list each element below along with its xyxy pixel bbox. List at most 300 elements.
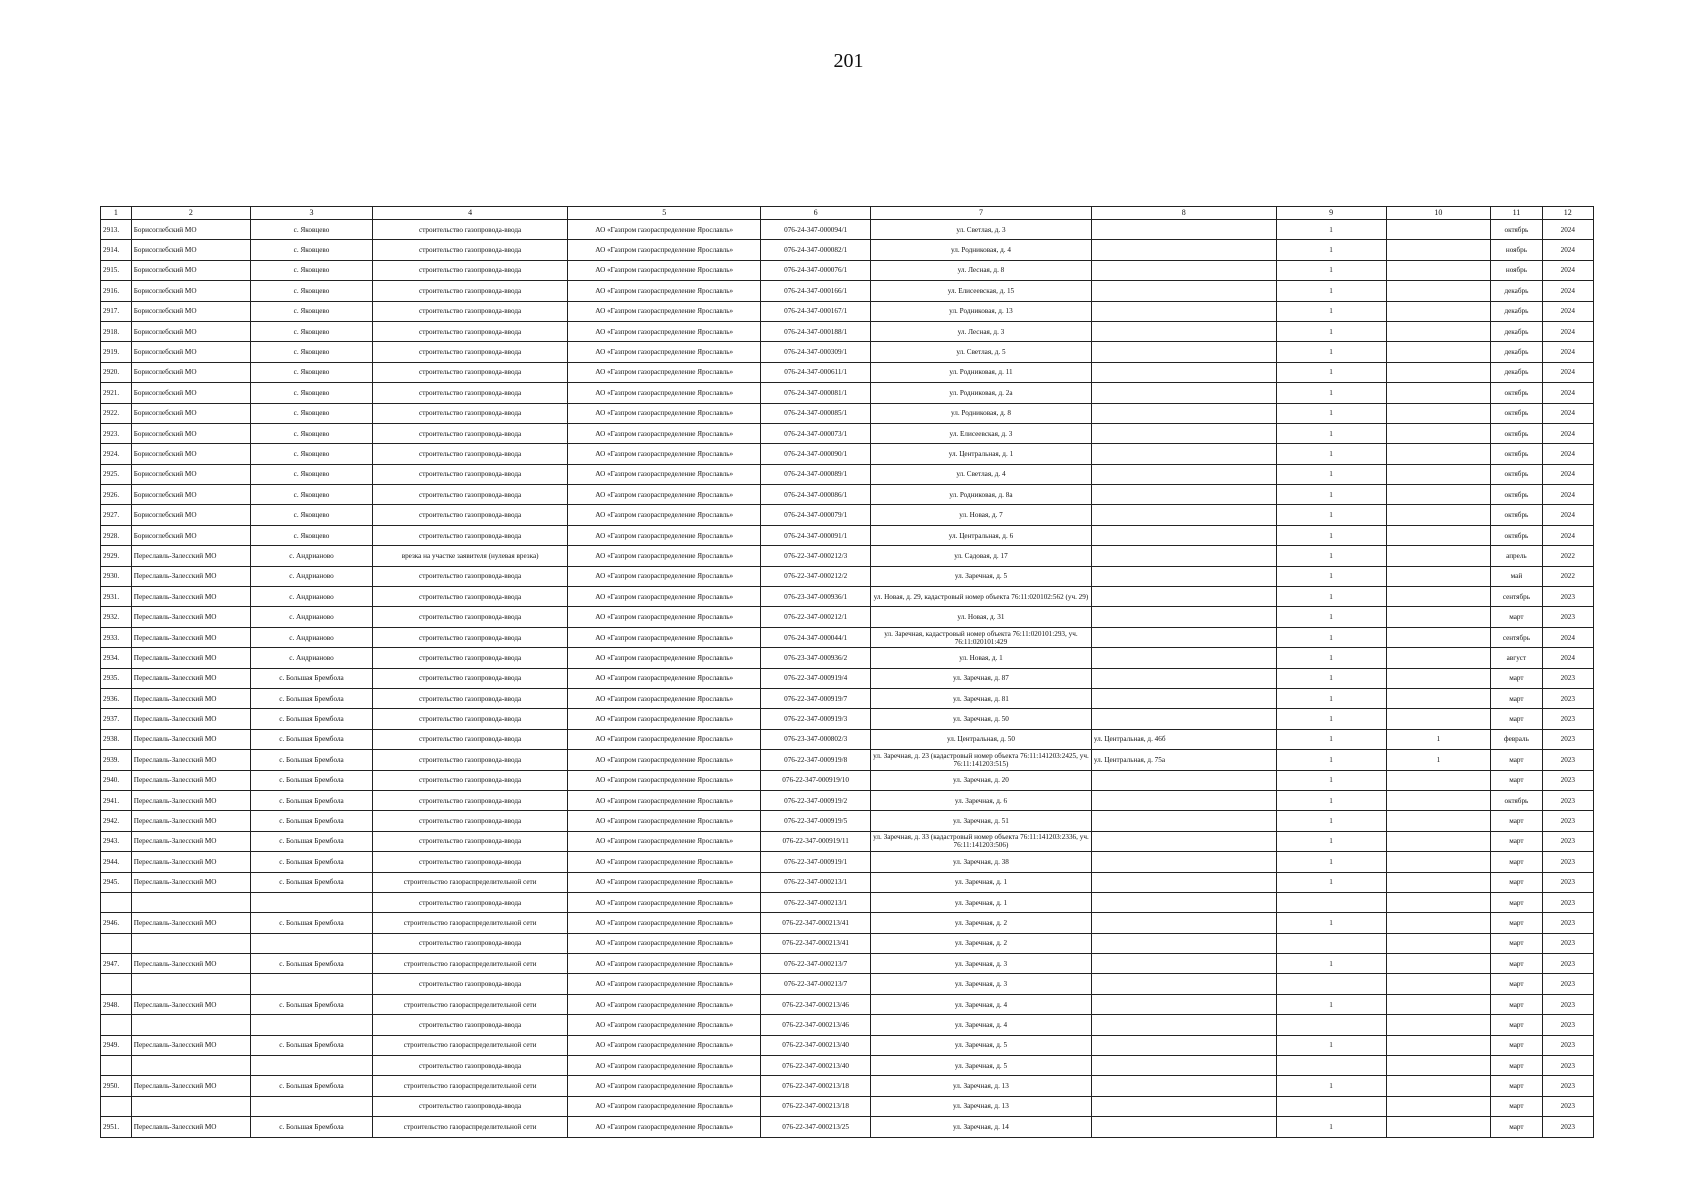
settlement-cell: с. Андрианово: [250, 607, 372, 627]
count-cell: 1: [1276, 423, 1386, 443]
column-header: 4: [373, 207, 568, 220]
secondary-address-cell: [1091, 383, 1276, 403]
organization-cell: АО «Газпром газораспределение Ярославль»: [568, 1035, 761, 1055]
municipality-cell: Переславль-Залесский МО: [131, 872, 250, 892]
year-cell: 2024: [1542, 423, 1593, 443]
count-cell: 1: [1276, 281, 1386, 301]
secondary-address-cell: [1091, 220, 1276, 240]
address-cell: ул. Заречная, д. 3: [871, 954, 1092, 974]
count-cell: 1: [1276, 342, 1386, 362]
secondary-count-cell: [1386, 668, 1491, 688]
organization-cell: АО «Газпром газораспределение Ярославль»: [568, 1056, 761, 1076]
year-cell: 2024: [1542, 362, 1593, 382]
secondary-address-cell: [1091, 1117, 1276, 1137]
table-row: [101, 668, 1594, 688]
application-code-cell: 076-22-347-000919/1: [761, 852, 871, 872]
address-cell: ул. Заречная, д. 51: [871, 811, 1092, 831]
secondary-address-cell: [1091, 464, 1276, 484]
count-cell: 1: [1276, 648, 1386, 668]
organization-cell: АО «Газпром газораспределение Ярославль»: [568, 240, 761, 260]
year-cell: 2023: [1542, 872, 1593, 892]
row-number-cell: 2931.: [101, 587, 132, 607]
year-cell: 2023: [1542, 668, 1593, 688]
table-row: [101, 301, 1594, 321]
application-code-cell: 076-22-347-000919/8: [761, 750, 871, 770]
secondary-count-cell: [1386, 1096, 1491, 1116]
address-cell: ул. Заречная, д. 13: [871, 1076, 1092, 1096]
secondary-address-cell: [1091, 892, 1276, 912]
work-type-cell: строительство газопровода-ввода: [373, 362, 568, 382]
work-type-cell: строительство газопровода-ввода: [373, 566, 568, 586]
settlement-cell: с. Андрианово: [250, 648, 372, 668]
municipality-cell: Борисоглебский МО: [131, 342, 250, 362]
year-cell: 2024: [1542, 525, 1593, 545]
municipality-cell: Переславль-Залесский МО: [131, 627, 250, 647]
work-type-cell: строительство газопровода-ввода: [373, 790, 568, 810]
organization-cell: АО «Газпром газораспределение Ярославль»: [568, 342, 761, 362]
count-cell: 1: [1276, 668, 1386, 688]
month-cell: октябрь: [1491, 220, 1542, 240]
work-type-cell: строительство газопровода-ввода: [373, 709, 568, 729]
month-cell: декабрь: [1491, 301, 1542, 321]
settlement-cell: с. Яковцево: [250, 362, 372, 382]
month-cell: октябрь: [1491, 790, 1542, 810]
address-cell: ул. Светлая, д. 3: [871, 220, 1092, 240]
year-cell: 2023: [1542, 770, 1593, 790]
column-header: 5: [568, 207, 761, 220]
secondary-address-cell: [1091, 525, 1276, 545]
application-code-cell: 076-22-347-000213/1: [761, 872, 871, 892]
row-number-cell: 2929.: [101, 546, 132, 566]
application-code-cell: 076-22-347-000213/25: [761, 1117, 871, 1137]
secondary-count-cell: [1386, 627, 1491, 647]
month-cell: сентябрь: [1491, 587, 1542, 607]
secondary-count-cell: [1386, 1035, 1491, 1055]
row-number-cell: 2918.: [101, 321, 132, 341]
work-type-cell: строительство газопровода-ввода: [373, 464, 568, 484]
municipality-cell: Переславль-Залесский МО: [131, 1117, 250, 1137]
table-row: [101, 933, 1594, 953]
work-type-cell: строительство газопровода-ввода: [373, 485, 568, 505]
year-cell: 2023: [1542, 790, 1593, 810]
organization-cell: АО «Газпром газораспределение Ярославль»: [568, 260, 761, 280]
count-cell: [1276, 974, 1386, 994]
row-number-cell: 2936.: [101, 688, 132, 708]
table-row: [101, 464, 1594, 484]
municipality-cell: [131, 1096, 250, 1116]
row-number-cell: 2950.: [101, 1076, 132, 1096]
year-cell: 2023: [1542, 892, 1593, 912]
count-cell: 1: [1276, 301, 1386, 321]
organization-cell: АО «Газпром газораспределение Ярославль»: [568, 301, 761, 321]
month-cell: март: [1491, 607, 1542, 627]
year-cell: 2024: [1542, 220, 1593, 240]
organization-cell: АО «Газпром газораспределение Ярославль»: [568, 852, 761, 872]
application-code-cell: 076-24-347-000309/1: [761, 342, 871, 362]
count-cell: [1276, 1015, 1386, 1035]
month-cell: октябрь: [1491, 383, 1542, 403]
application-code-cell: 076-24-347-000090/1: [761, 444, 871, 464]
municipality-cell: [131, 933, 250, 953]
application-code-cell: 076-22-347-000212/3: [761, 546, 871, 566]
address-cell: ул. Заречная, д. 13: [871, 1096, 1092, 1116]
address-cell: ул. Заречная, д. 50: [871, 709, 1092, 729]
work-type-cell: строительство газопровода-ввода: [373, 321, 568, 341]
secondary-address-cell: [1091, 648, 1276, 668]
organization-cell: АО «Газпром газораспределение Ярославль»: [568, 648, 761, 668]
count-cell: 1: [1276, 362, 1386, 382]
organization-cell: АО «Газпром газораспределение Ярославль»: [568, 587, 761, 607]
work-type-cell: строительство газопровода-ввода: [373, 587, 568, 607]
secondary-count-cell: [1386, 566, 1491, 586]
organization-cell: АО «Газпром газораспределение Ярославль»: [568, 423, 761, 443]
count-cell: 1: [1276, 770, 1386, 790]
address-cell: ул. Заречная, д. 81: [871, 688, 1092, 708]
organization-cell: АО «Газпром газораспределение Ярославль»: [568, 974, 761, 994]
row-number-cell: 2915.: [101, 260, 132, 280]
table-row: [101, 872, 1594, 892]
application-code-cell: 076-22-347-000919/4: [761, 668, 871, 688]
registry-table: [100, 206, 1594, 1138]
application-code-cell: 076-22-347-000213/40: [761, 1056, 871, 1076]
municipality-cell: Переславль-Залесский МО: [131, 954, 250, 974]
year-cell: 2024: [1542, 260, 1593, 280]
row-number-cell: 2934.: [101, 648, 132, 668]
table-row: [101, 444, 1594, 464]
municipality-cell: Переславль-Залесский МО: [131, 668, 250, 688]
work-type-cell: строительство газопровода-ввода: [373, 933, 568, 953]
year-cell: 2024: [1542, 627, 1593, 647]
column-header: 3: [250, 207, 372, 220]
table-row: [101, 1035, 1594, 1055]
organization-cell: АО «Газпром газораспределение Ярославль»: [568, 627, 761, 647]
row-number-cell: 2940.: [101, 770, 132, 790]
table-row: [101, 974, 1594, 994]
table-row: [101, 321, 1594, 341]
address-cell: ул. Родниковая, д. 8а: [871, 485, 1092, 505]
row-number-cell: [101, 1096, 132, 1116]
table-row: [101, 811, 1594, 831]
secondary-address-cell: ул. Центральная, д. 46б: [1091, 729, 1276, 749]
address-cell: ул. Заречная, кадастровый номер объекта 76:11:020101:293, уч. 76:11:020101:429: [871, 627, 1092, 647]
count-cell: 1: [1276, 485, 1386, 505]
address-cell: ул. Родниковая, д. 8: [871, 403, 1092, 423]
settlement-cell: с. Андрианово: [250, 546, 372, 566]
year-cell: 2022: [1542, 566, 1593, 586]
organization-cell: АО «Газпром газораспределение Ярославль»: [568, 1096, 761, 1116]
organization-cell: АО «Газпром газораспределение Ярославль»: [568, 464, 761, 484]
month-cell: ноябрь: [1491, 260, 1542, 280]
secondary-address-cell: [1091, 281, 1276, 301]
secondary-address-cell: [1091, 1056, 1276, 1076]
table-row: [101, 892, 1594, 912]
application-code-cell: 076-24-347-000085/1: [761, 403, 871, 423]
work-type-cell: строительство газораспределительной сети: [373, 1035, 568, 1055]
application-code-cell: 076-22-347-000212/2: [761, 566, 871, 586]
month-cell: март: [1491, 709, 1542, 729]
work-type-cell: строительство газопровода-ввода: [373, 423, 568, 443]
settlement-cell: с. Яковцево: [250, 403, 372, 423]
table-row: [101, 790, 1594, 810]
month-cell: март: [1491, 913, 1542, 933]
address-cell: ул. Новая, д. 29, кадастровый номер объекта 76:11:020102:562 (уч. 29): [871, 587, 1092, 607]
count-cell: 1: [1276, 729, 1386, 749]
secondary-address-cell: [1091, 362, 1276, 382]
secondary-address-cell: [1091, 587, 1276, 607]
organization-cell: АО «Газпром газораспределение Ярославль»: [568, 668, 761, 688]
row-number-cell: 2925.: [101, 464, 132, 484]
organization-cell: АО «Газпром газораспределение Ярославль»: [568, 444, 761, 464]
settlement-cell: с. Большая Брембола: [250, 954, 372, 974]
column-header: 6: [761, 207, 871, 220]
table-row: [101, 485, 1594, 505]
page-number: 201: [833, 50, 864, 72]
work-type-cell: строительство газопровода-ввода: [373, 729, 568, 749]
month-cell: март: [1491, 974, 1542, 994]
year-cell: 2024: [1542, 301, 1593, 321]
row-number-cell: 2932.: [101, 607, 132, 627]
secondary-count-cell: [1386, 1056, 1491, 1076]
secondary-count-cell: [1386, 362, 1491, 382]
municipality-cell: Борисоглебский МО: [131, 464, 250, 484]
work-type-cell: строительство газораспределительной сети: [373, 1117, 568, 1137]
row-number-cell: 2914.: [101, 240, 132, 260]
application-code-cell: 076-23-347-000936/2: [761, 648, 871, 668]
column-header: 7: [871, 207, 1092, 220]
column-header: 12: [1542, 207, 1593, 220]
address-cell: ул. Центральная, д. 6: [871, 525, 1092, 545]
row-number-cell: 2943.: [101, 831, 132, 851]
application-code-cell: 076-24-347-000094/1: [761, 220, 871, 240]
settlement-cell: [250, 1056, 372, 1076]
address-cell: ул. Родниковая, д. 13: [871, 301, 1092, 321]
secondary-address-cell: [1091, 994, 1276, 1014]
table-row: [101, 688, 1594, 708]
secondary-address-cell: [1091, 852, 1276, 872]
secondary-address-cell: [1091, 933, 1276, 953]
application-code-cell: 076-22-347-000213/46: [761, 1015, 871, 1035]
work-type-cell: строительство газораспределительной сети: [373, 872, 568, 892]
month-cell: май: [1491, 566, 1542, 586]
secondary-address-cell: [1091, 301, 1276, 321]
secondary-count-cell: [1386, 892, 1491, 912]
settlement-cell: с. Большая Брембола: [250, 994, 372, 1014]
address-cell: ул. Новая, д. 1: [871, 648, 1092, 668]
month-cell: октябрь: [1491, 485, 1542, 505]
application-code-cell: 076-23-347-000936/1: [761, 587, 871, 607]
settlement-cell: с. Яковцево: [250, 444, 372, 464]
table-row: [101, 587, 1594, 607]
organization-cell: АО «Газпром газораспределение Ярославль»: [568, 688, 761, 708]
table-row: [101, 648, 1594, 668]
count-cell: 1: [1276, 913, 1386, 933]
year-cell: 2023: [1542, 1076, 1593, 1096]
address-cell: ул. Заречная, д. 5: [871, 1056, 1092, 1076]
application-code-cell: 076-24-347-000079/1: [761, 505, 871, 525]
address-cell: ул. Заречная, д. 4: [871, 1015, 1092, 1035]
secondary-address-cell: [1091, 831, 1276, 851]
secondary-address-cell: [1091, 546, 1276, 566]
municipality-cell: Переславль-Залесский МО: [131, 587, 250, 607]
settlement-cell: с. Большая Брембола: [250, 790, 372, 810]
settlement-cell: с. Андрианово: [250, 627, 372, 647]
year-cell: 2023: [1542, 1117, 1593, 1137]
address-cell: ул. Центральная, д. 1: [871, 444, 1092, 464]
address-cell: ул. Лесная, д. 8: [871, 260, 1092, 280]
table-row: [101, 525, 1594, 545]
work-type-cell: строительство газораспределительной сети: [373, 1076, 568, 1096]
secondary-address-cell: [1091, 974, 1276, 994]
municipality-cell: Борисоглебский МО: [131, 403, 250, 423]
secondary-address-cell: [1091, 403, 1276, 423]
work-type-cell: строительство газопровода-ввода: [373, 770, 568, 790]
secondary-count-cell: [1386, 1015, 1491, 1035]
row-number-cell: 2937.: [101, 709, 132, 729]
address-cell: ул. Заречная, д. 6: [871, 790, 1092, 810]
secondary-count-cell: [1386, 383, 1491, 403]
application-code-cell: 076-24-347-000082/1: [761, 240, 871, 260]
settlement-cell: с. Большая Брембола: [250, 770, 372, 790]
settlement-cell: с. Яковцево: [250, 485, 372, 505]
secondary-count-cell: [1386, 464, 1491, 484]
row-number-cell: [101, 974, 132, 994]
month-cell: март: [1491, 1056, 1542, 1076]
organization-cell: АО «Газпром газораспределение Ярославль»: [568, 220, 761, 240]
settlement-cell: с. Большая Брембола: [250, 872, 372, 892]
application-code-cell: 076-22-347-000213/18: [761, 1096, 871, 1116]
secondary-address-cell: [1091, 566, 1276, 586]
address-cell: ул. Елисеевская, д. 15: [871, 281, 1092, 301]
organization-cell: АО «Газпром газораспределение Ярославль»: [568, 525, 761, 545]
month-cell: февраль: [1491, 729, 1542, 749]
count-cell: 1: [1276, 709, 1386, 729]
month-cell: октябрь: [1491, 464, 1542, 484]
work-type-cell: строительство газораспределительной сети: [373, 994, 568, 1014]
municipality-cell: [131, 1015, 250, 1035]
organization-cell: АО «Газпром газораспределение Ярославль»: [568, 1117, 761, 1137]
year-cell: 2024: [1542, 240, 1593, 260]
secondary-count-cell: [1386, 709, 1491, 729]
registry-body: [101, 220, 1594, 1138]
year-cell: 2024: [1542, 321, 1593, 341]
count-cell: 1: [1276, 260, 1386, 280]
application-code-cell: 076-22-347-000919/7: [761, 688, 871, 708]
month-cell: март: [1491, 1076, 1542, 1096]
municipality-cell: Переславль-Залесский МО: [131, 546, 250, 566]
year-cell: 2023: [1542, 1096, 1593, 1116]
row-number-cell: 2926.: [101, 485, 132, 505]
table-row: [101, 403, 1594, 423]
month-cell: октябрь: [1491, 525, 1542, 545]
organization-cell: АО «Газпром газораспределение Ярославль»: [568, 566, 761, 586]
address-cell: ул. Заречная, д. 5: [871, 1035, 1092, 1055]
count-cell: 1: [1276, 587, 1386, 607]
municipality-cell: Переславль-Залесский МО: [131, 852, 250, 872]
secondary-address-cell: [1091, 444, 1276, 464]
work-type-cell: строительство газопровода-ввода: [373, 892, 568, 912]
application-code-cell: 076-24-347-000081/1: [761, 383, 871, 403]
count-cell: 1: [1276, 1076, 1386, 1096]
secondary-count-cell: [1386, 525, 1491, 545]
municipality-cell: Переславль-Залесский МО: [131, 648, 250, 668]
organization-cell: АО «Газпром газораспределение Ярославль»: [568, 709, 761, 729]
year-cell: 2024: [1542, 342, 1593, 362]
secondary-address-cell: [1091, 607, 1276, 627]
settlement-cell: с. Большая Брембола: [250, 852, 372, 872]
address-cell: ул. Светлая, д. 5: [871, 342, 1092, 362]
year-cell: 2024: [1542, 648, 1593, 668]
table-row: [101, 281, 1594, 301]
work-type-cell: строительство газопровода-ввода: [373, 668, 568, 688]
table-row: [101, 627, 1594, 647]
secondary-address-cell: [1091, 505, 1276, 525]
work-type-cell: строительство газопровода-ввода: [373, 240, 568, 260]
work-type-cell: врезка на участке заявителя (нулевая врезка): [373, 546, 568, 566]
work-type-cell: строительство газопровода-ввода: [373, 688, 568, 708]
municipality-cell: Переславль-Залесский МО: [131, 688, 250, 708]
organization-cell: АО «Газпром газораспределение Ярославль»: [568, 362, 761, 382]
year-cell: 2023: [1542, 954, 1593, 974]
organization-cell: АО «Газпром газораспределение Ярославль»: [568, 954, 761, 974]
settlement-cell: с. Андрианово: [250, 587, 372, 607]
count-cell: 1: [1276, 444, 1386, 464]
count-cell: 1: [1276, 403, 1386, 423]
work-type-cell: строительство газопровода-ввода: [373, 383, 568, 403]
address-cell: ул. Садовая, д. 17: [871, 546, 1092, 566]
row-number-cell: 2927.: [101, 505, 132, 525]
address-cell: ул. Заречная, д. 2: [871, 933, 1092, 953]
secondary-count-cell: [1386, 220, 1491, 240]
address-cell: ул. Родниковая, д. 2а: [871, 383, 1092, 403]
settlement-cell: с. Яковцево: [250, 240, 372, 260]
table-row: [101, 954, 1594, 974]
organization-cell: АО «Газпром газораспределение Ярославль»: [568, 892, 761, 912]
count-cell: 1: [1276, 1035, 1386, 1055]
organization-cell: АО «Газпром газораспределение Ярославль»: [568, 913, 761, 933]
month-cell: декабрь: [1491, 321, 1542, 341]
application-code-cell: 076-22-347-000213/40: [761, 1035, 871, 1055]
secondary-address-cell: [1091, 260, 1276, 280]
settlement-cell: с. Большая Брембола: [250, 688, 372, 708]
municipality-cell: Борисоглебский МО: [131, 281, 250, 301]
work-type-cell: строительство газопровода-ввода: [373, 220, 568, 240]
secondary-count-cell: [1386, 403, 1491, 423]
municipality-cell: Переславль-Залесский МО: [131, 811, 250, 831]
secondary-count-cell: [1386, 485, 1491, 505]
table-row: [101, 505, 1594, 525]
address-cell: ул. Заречная, д. 38: [871, 852, 1092, 872]
municipality-cell: Борисоглебский МО: [131, 505, 250, 525]
secondary-count-cell: 1: [1386, 729, 1491, 749]
count-cell: 1: [1276, 607, 1386, 627]
column-header: 11: [1491, 207, 1542, 220]
secondary-count-cell: [1386, 546, 1491, 566]
work-type-cell: строительство газопровода-ввода: [373, 403, 568, 423]
year-cell: 2024: [1542, 485, 1593, 505]
row-number-cell: 2928.: [101, 525, 132, 545]
settlement-cell: с. Яковцево: [250, 342, 372, 362]
row-number-cell: 2948.: [101, 994, 132, 1014]
organization-cell: АО «Газпром газораспределение Ярославль»: [568, 1076, 761, 1096]
year-cell: 2023: [1542, 913, 1593, 933]
month-cell: март: [1491, 933, 1542, 953]
month-cell: март: [1491, 750, 1542, 770]
municipality-cell: [131, 892, 250, 912]
table-row: [101, 913, 1594, 933]
secondary-address-cell: [1091, 485, 1276, 505]
year-cell: 2023: [1542, 852, 1593, 872]
table-row: [101, 362, 1594, 382]
